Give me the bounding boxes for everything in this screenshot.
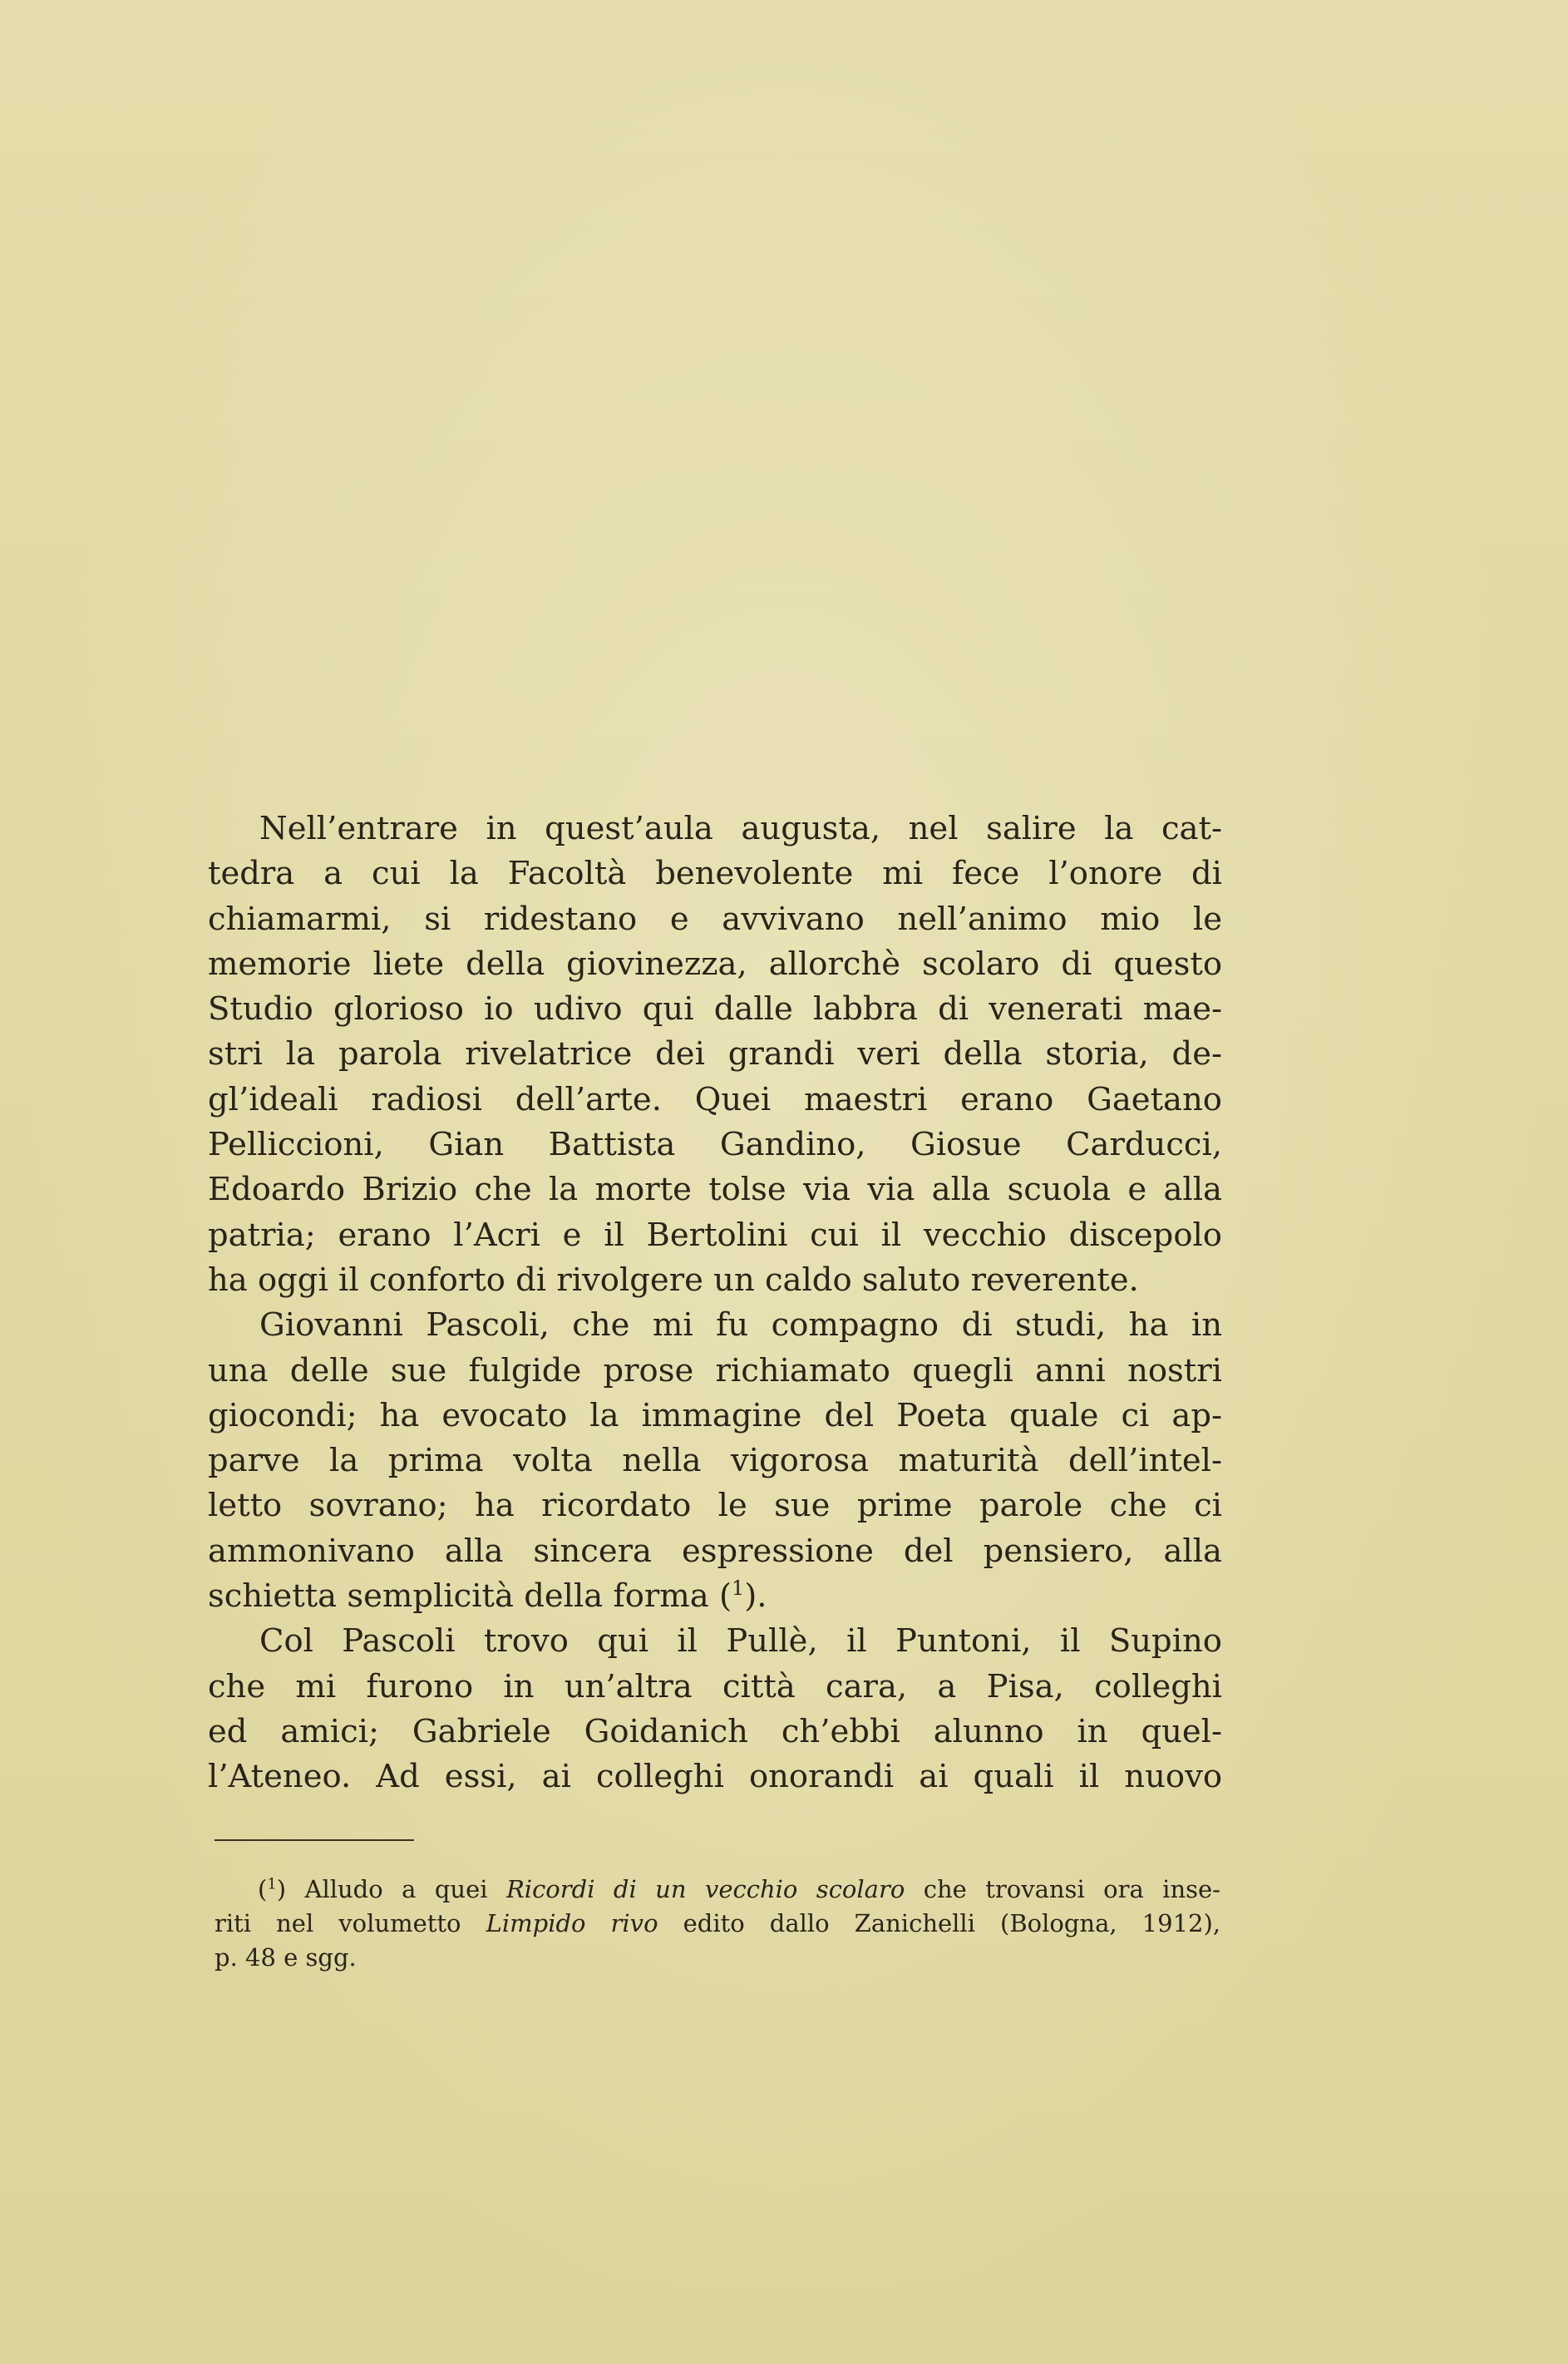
text-line: letto sovrano; ha ricordato le sue prime parole che ci bbox=[208, 1487, 1222, 1525]
text-line: ha oggi il conforto di rivolgere un caldo saluto reverente. bbox=[208, 1261, 1139, 1299]
text-line: Edoardo Brizio che la morte tolse via via alla scuola e alla bbox=[208, 1171, 1222, 1209]
text-line: giocondi; ha evocato la immagine del Poeta quale ci ap- bbox=[208, 1396, 1222, 1434]
text-line: stri la parola rivelatrice dei grandi veri della storia, de- bbox=[208, 1035, 1222, 1073]
text-line: patria; erano l’Acri e il Bertolini cui il vecchio discepolo bbox=[208, 1216, 1222, 1254]
book-title: Limpido rivo bbox=[486, 1909, 658, 1937]
body-text bbox=[208, 807, 1222, 1800]
footnote-line: ($^1$) Alludo a quei Ricordi di un vecchio scolaro che trovansi ora inse- bbox=[258, 1875, 1220, 1903]
text-line: gl’ideali radiosi dell’arte. Quei maestri erano Gaetano bbox=[208, 1080, 1222, 1118]
footnote-divider bbox=[214, 1839, 414, 1841]
text-line: che mi furono in un’altra città cara, a Pisa, colleghi bbox=[208, 1667, 1222, 1705]
book-title: Ricordi di un vecchio scolaro bbox=[505, 1875, 905, 1903]
text-line: parve la prima volta nella vigorosa maturità dell’intel- bbox=[208, 1442, 1222, 1480]
footnote bbox=[214, 1873, 1220, 1975]
text-line: l’Ateneo. Ad essi, ai colleghi onorandi ai quali il nuovo bbox=[208, 1758, 1222, 1796]
text-line: chiamarmi, si ridestano e avvivano nell’animo mio le bbox=[208, 900, 1222, 938]
text-segment: ) Alludo a quei bbox=[276, 1875, 506, 1903]
text-line: Col Pascoli trovo qui il Pullè, il Puntoni, il Supino bbox=[259, 1622, 1222, 1661]
footnote-line: p. 48 e sgg. bbox=[214, 1943, 357, 1972]
footnote-line bbox=[214, 1907, 1220, 1941]
text-segment: riti nel volumetto bbox=[214, 1909, 486, 1937]
text-segment: ). bbox=[744, 1577, 767, 1616]
text-line: Studio glorioso io udivo qui dalle labbra di venerati mae- bbox=[208, 990, 1222, 1029]
text-line: memorie liete della giovinezza, allorchè scolaro di questo bbox=[208, 945, 1222, 983]
text-line-with-footnote-ref bbox=[208, 1574, 1222, 1619]
text-line: Nell’entrare in quest’aula augusta, nel salire la cat- bbox=[259, 810, 1222, 847]
text-segment: che trovansi ora inse- bbox=[905, 1875, 1220, 1903]
text-line: Pelliccioni, Gian Battista Gandino, Giosue Carducci, bbox=[208, 1126, 1222, 1164]
footnote-marker: 1 bbox=[267, 1875, 277, 1893]
text-segment: edito dallo Zanichelli (Bologna, 1912), bbox=[658, 1909, 1220, 1937]
text-line: tedra a cui la Facoltà benevolente mi fece l’onore di bbox=[208, 855, 1222, 893]
text-line: una delle sue fulgide prose richiamato quegli anni nostri bbox=[208, 1351, 1222, 1389]
text-line: ed amici; Gabriele Goidanich ch’ebbi alunno in quel- bbox=[208, 1712, 1222, 1750]
text-segment: schietta semplicità della forma ( bbox=[208, 1577, 732, 1616]
text-line: ammonivano alla sincera espressione del pensiero, alla bbox=[208, 1532, 1222, 1570]
footnote-reference[interactable]: 1 bbox=[732, 1577, 745, 1601]
text-line: Giovanni Pascoli, che mi fu compagno di studi, ha in bbox=[259, 1306, 1222, 1345]
